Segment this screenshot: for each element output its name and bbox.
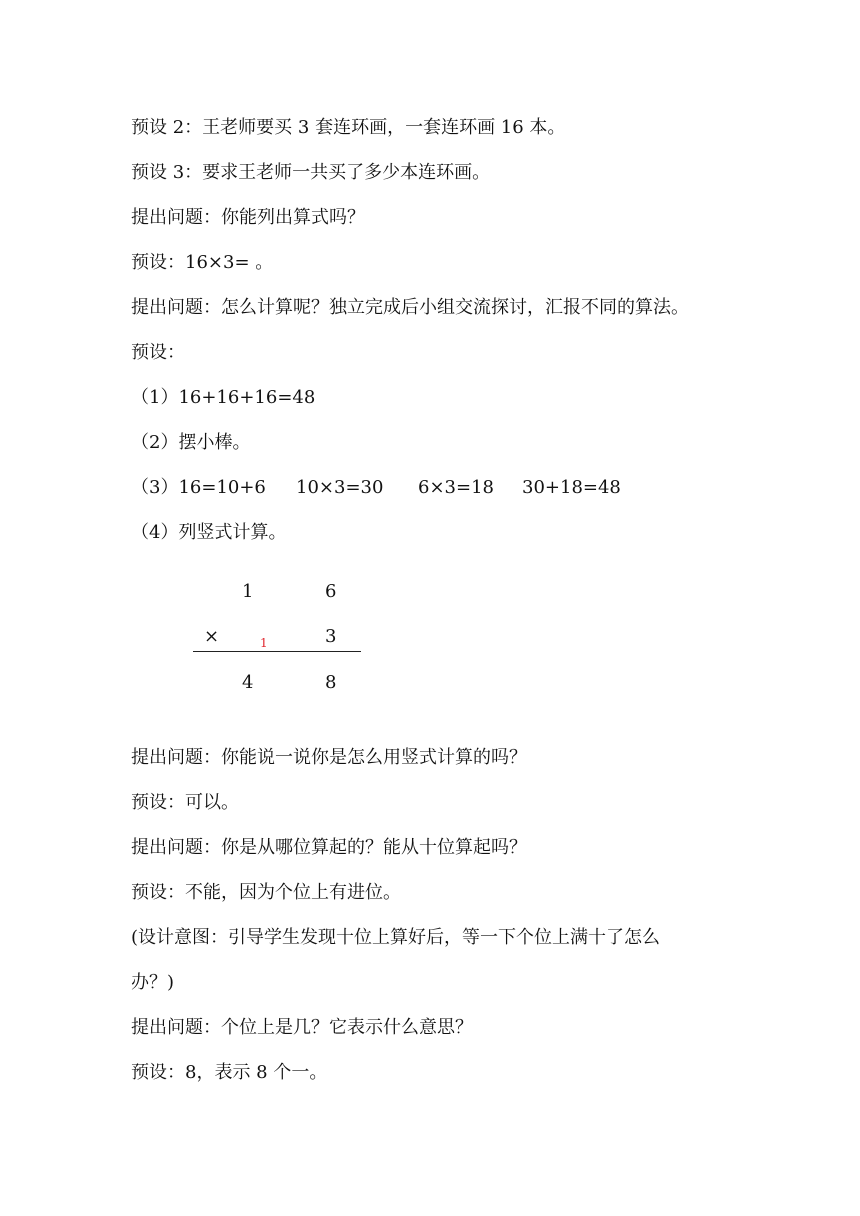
question-formula-line: 提出问题：你能列出算式吗？ — [131, 207, 365, 228]
times-sign: × — [204, 626, 220, 647]
preset-2-line: 预设 2：王老师要买 3 套连环画，一套连环画 16 本。 — [131, 117, 566, 138]
method-3-tens-product: 10×3=30 — [296, 477, 384, 498]
design-intent-continued-line: 办？) — [131, 972, 175, 993]
multiplicand-ones-digit: 6 — [325, 581, 337, 602]
question-start-digit-line: 提出问题：你是从哪位算起的？能从十位算起吗？ — [131, 837, 527, 858]
calc-underline — [193, 651, 361, 652]
preset-label-line: 预设： — [131, 342, 185, 363]
question-explain-line: 提出问题：你能说一说你是怎么用竖式计算的吗？ — [131, 747, 527, 768]
preset-3-line: 预设 3：要求王老师一共买了多少本连环画。 — [131, 162, 491, 183]
question-ones-digit-line: 提出问题：个位上是几？它表示什么意思？ — [131, 1017, 473, 1038]
result-tens-digit: 4 — [242, 672, 254, 693]
multiplicand-tens-digit: 1 — [242, 581, 254, 602]
method-3-ones-product: 6×3=18 — [418, 477, 494, 498]
carry-digit: 1 — [260, 636, 268, 650]
method-4-line: （4）列竖式计算。 — [131, 522, 287, 543]
question-how-calc-line: 提出问题：怎么计算呢？独立完成后小组交流探讨，汇报不同的算法。 — [131, 297, 689, 318]
multiplier-digit: 3 — [325, 626, 337, 647]
preset-formula-line: 预设：16×3= 。 — [131, 252, 274, 273]
preset-yes-line: 预设：可以。 — [131, 792, 239, 813]
method-3-sum: 30+18=48 — [522, 477, 621, 498]
method-3-split: （3）16=10+6 — [131, 477, 266, 498]
design-intent-line: (设计意图：引导学生发现十位上算好后，等一下个位上满十了怎么 — [131, 927, 661, 948]
result-ones-digit: 8 — [325, 672, 337, 693]
preset-ones-meaning-line: 预设：8，表示 8 个一。 — [131, 1062, 328, 1083]
preset-no-line: 预设：不能，因为个位上有进位。 — [131, 882, 401, 903]
method-2-line: （2）摆小棒。 — [131, 432, 251, 453]
method-1-line: （1）16+16+16=48 — [131, 387, 316, 408]
